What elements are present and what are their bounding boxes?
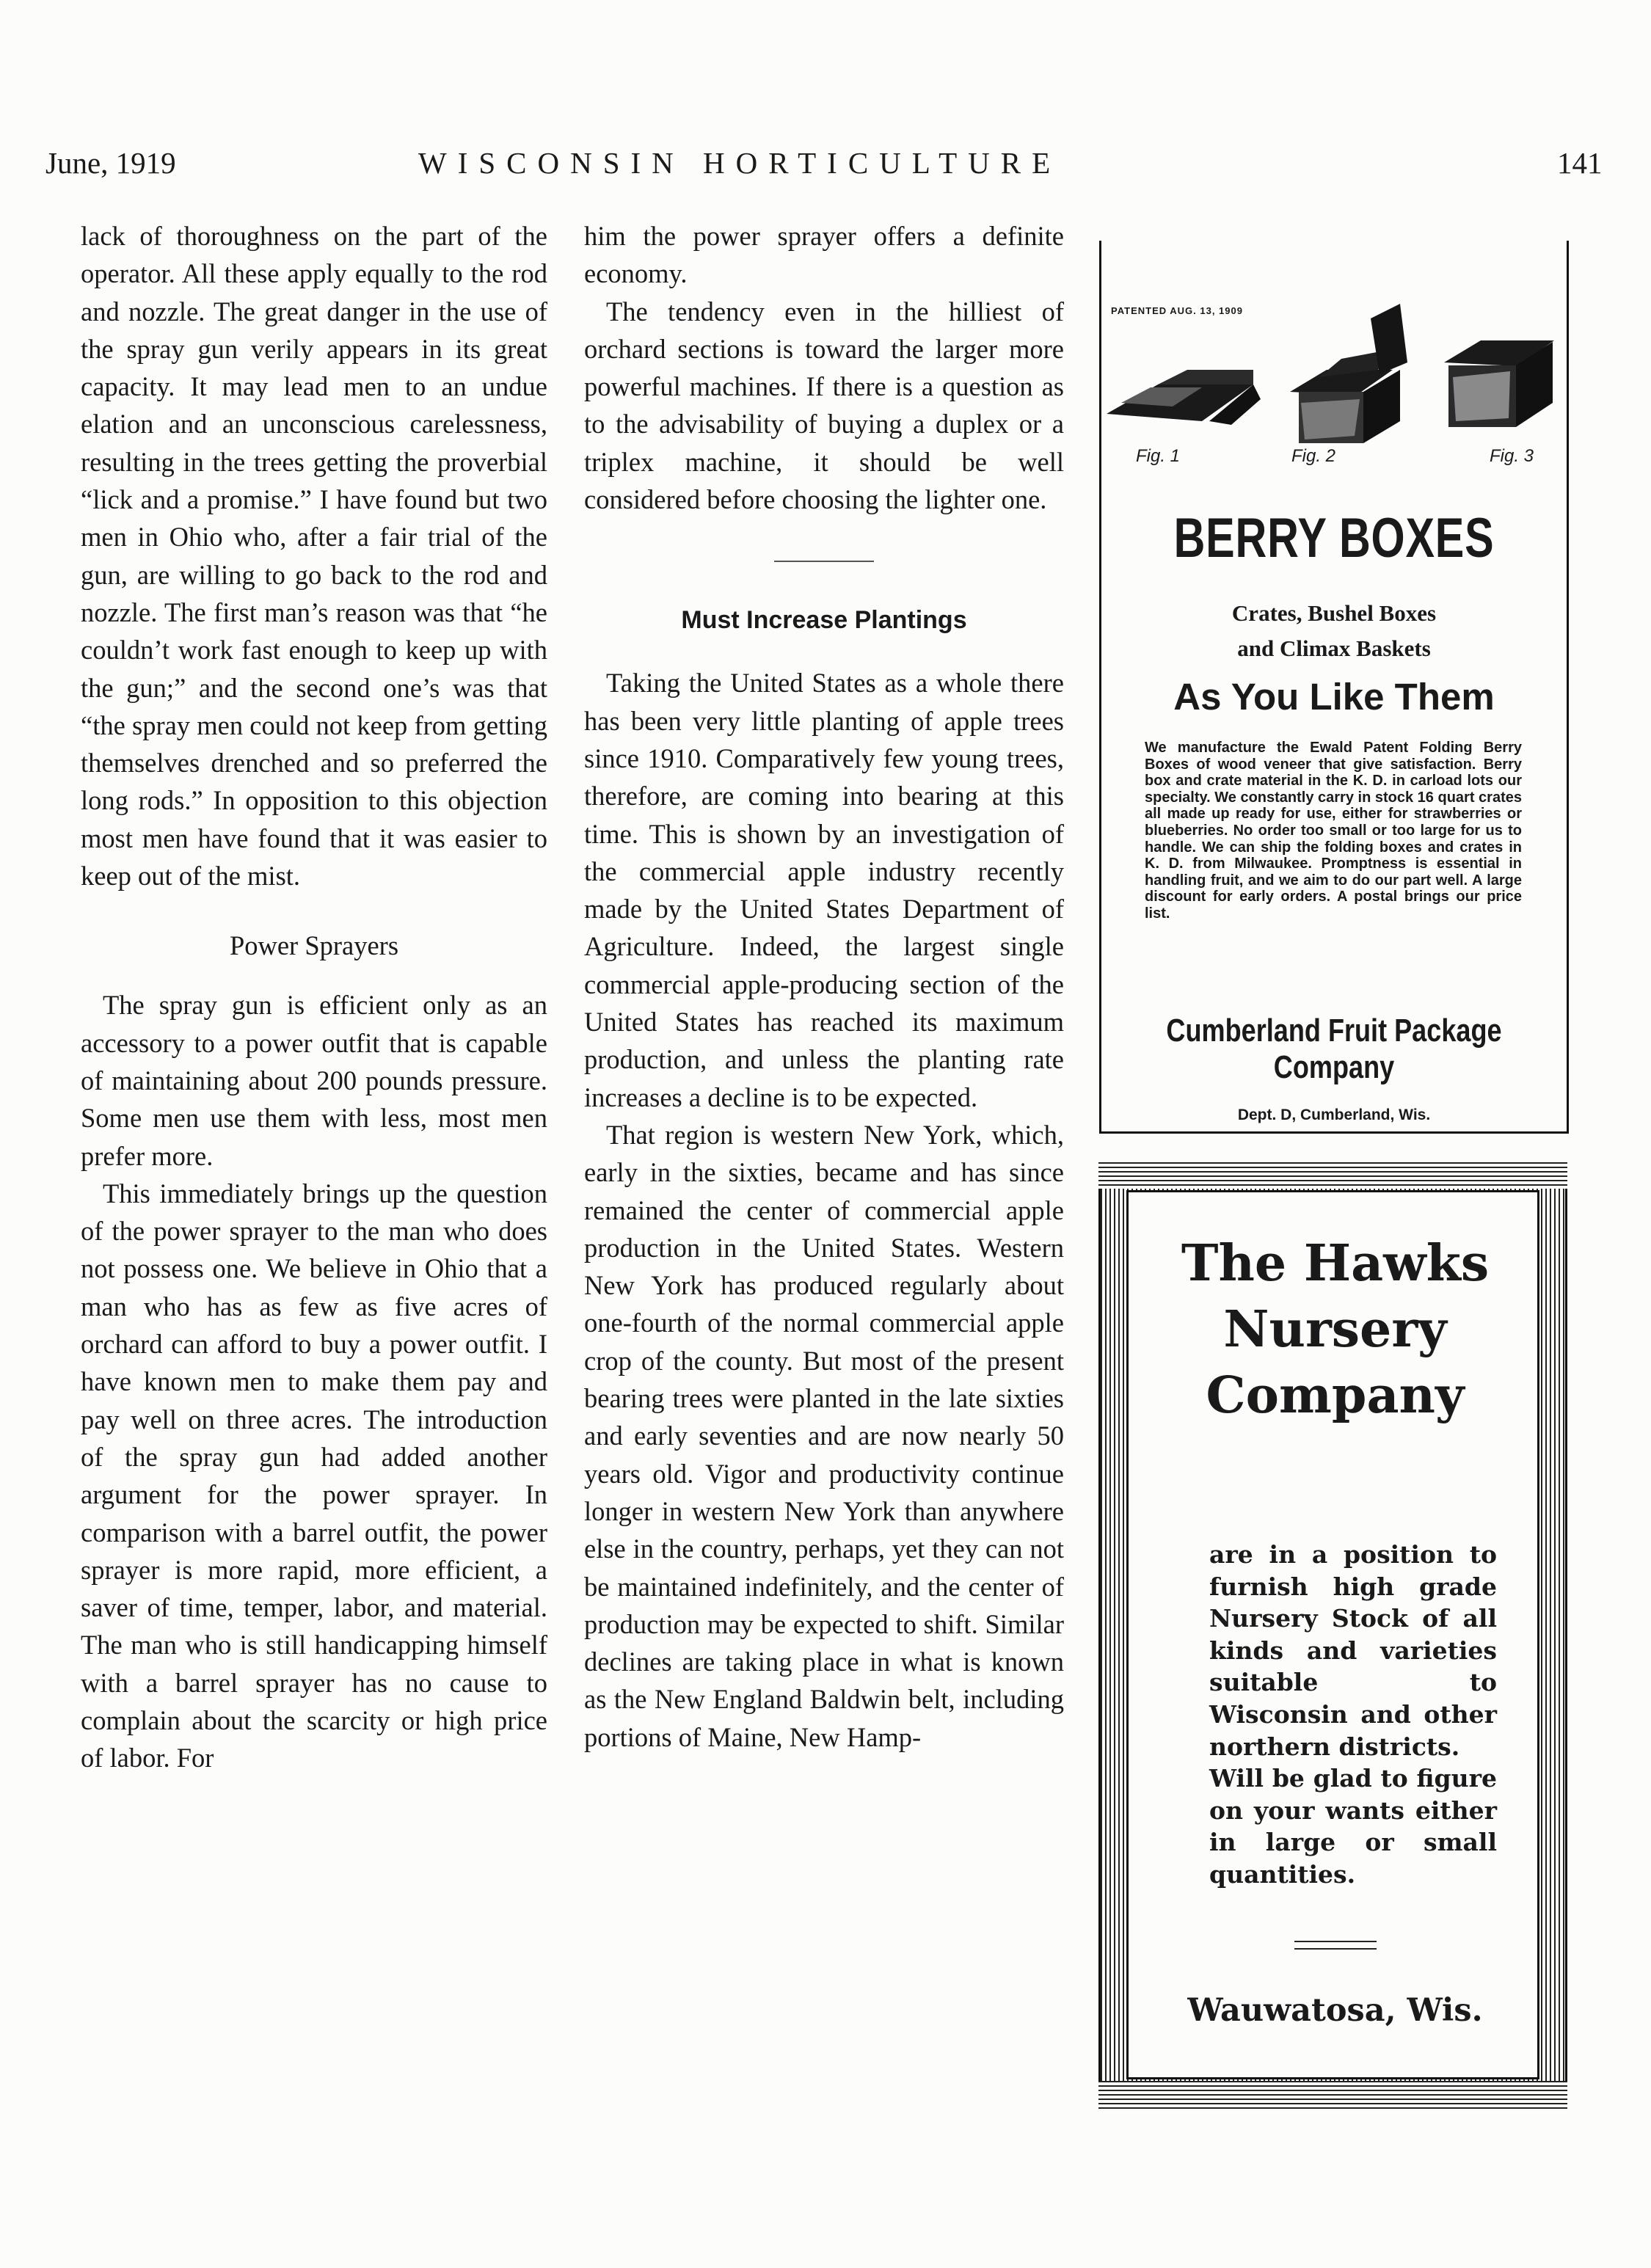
article-column-left <box>81 217 547 1777</box>
ad-location: Wauwatosa, Wis. <box>1187 1992 1483 2029</box>
paragraph: The tendency even in the hilliest of orchard sections is toward the larger more powerful machines. If there is a question as to the advisability of buying a duplex or a triplex machine, it should be well considered before choosing the lighter one. <box>584 296 1064 515</box>
ad-body-paragraph: Will be glad to figure on your wants either in large or small quantities. <box>1209 1764 1497 1889</box>
figure-label: Fig. 3 <box>1490 446 1534 466</box>
ad-body-text <box>1209 1539 1497 1891</box>
ad-headline <box>1129 1230 1542 1429</box>
section-divider <box>774 561 874 562</box>
page-header <box>0 145 1651 189</box>
paragraph: That region is western New York, which, early in the sixties, became and has since remained the center of commercial apple production in the United States. Western New York has produced regularly about one-fourth of the normal commercial apple crop of the county. But most of the present bearing trees were planted in the late sixties and early seventies and are now nearly 50 years old. Vigor and productivity continue longer in western New York than anywhere else in the country, perhaps, yet they can not be maintained indefinitely, and the center of production may be expected to shift. Similar declines are taking place in what is known as the New England Baldwin belt, including portions of Maine, New Hamp- <box>584 1119 1064 1752</box>
ad-headline-line: Nursery <box>1223 1300 1447 1359</box>
ad-body-paragraph: are in a position to furnish high grade Nursery Stock of all kinds and varieties suitable to Wisconsin and other northern districts. <box>1209 1540 1497 1761</box>
ad-slogan: As You Like Them <box>1173 676 1495 718</box>
ad-subheadline-line: Crates, Bushel Boxes <box>1231 600 1437 626</box>
ad-headline: BERRY BOXES <box>1173 507 1495 569</box>
ad-subheadline <box>1099 596 1569 666</box>
ad-frame <box>1098 1162 1567 1189</box>
ad-content-panel <box>1126 1190 1539 2079</box>
berry-boxes-advertisement <box>1099 241 1567 1133</box>
journal-title: WISCONSIN HORTICULTURE <box>418 146 1062 180</box>
issue-date: June, 1919 <box>45 146 176 180</box>
figure-label: Fig. 1 <box>1136 446 1181 466</box>
hawks-nursery-advertisement <box>1098 1162 1567 2109</box>
ad-subheadline-line: and Climax Baskets <box>1237 635 1431 661</box>
page-number: 141 <box>1557 146 1603 180</box>
ad-headline-line: The Hawks <box>1181 1234 1490 1293</box>
article-column-middle <box>584 217 1064 1756</box>
berry-box-illustration <box>1107 274 1561 443</box>
ad-body-text: We manufacture the Ewald Patent Folding Berry Boxes of wood veneer that give satisfaction. Berry box and crate material in the K. D. in carload lots our specialty. We constantly carry in stock 16 quart crates all made up ready for use, either for strawberries or blueberries. No order too small or too large for us to handle. We can ship the folding boxes and crates in K. D. from Milwaukee. Promptness is essential in handling fruit, and we aim to do our part well. A large discount for early orders. A postal brings our price list. <box>1145 740 1522 922</box>
ad-divider <box>1294 1948 1377 1950</box>
paragraph: The spray gun is efficient only as an accessory to a power outfit that is capable of maintaining about 200 pounds pressure. Some men use them with less, most men prefer more. <box>81 990 547 1171</box>
section-heading-must-increase-plantings: Must Increase Plantings <box>681 606 967 635</box>
paragraph: lack of thoroughness on the part of the operator. All these apply equally to the rod and nozzle. The great danger in the use of the spray gun verily appears in its great capacity. It may lead men to an undue elation and an unconscious carelessness, resulting in the trees getting the proverbial “lick and a promise.” I have found but two men in Ohio who, after a fair trial of the gun, are willing to go back to the rod and nozzle. The first man’s reason was that “he couldn’t work fast enough to keep up with the gun;” and the second one’s was that “the spray men could not keep from getting themselves drenched and so preferred the long rods.” In opposition to this objection most men have found that it was easier to keep out of the mist. <box>81 221 547 891</box>
paragraph: This immediately brings up the question of the power sprayer to the man who does not possess one. We believe in Ohio that a man who has as few as five acres of orchard can afford to buy a power outfit. I have known men to make them pay and pay well on three acres. The introduction of the spray gun had added another argument for the power sprayer. In comparison with a barrel outfit, the power sprayer is more rapid, more efficient, a saver of time, temper, labor, and material. The man who is still handicapping himself with a barrel sprayer has no cause to complain about the scarcity or high price of labor. For <box>81 1178 547 1773</box>
ad-divider <box>1294 1941 1377 1942</box>
paragraph: Taking the United States as a whole there has been very little planting of apple trees since 1910. Comparatively few young trees, therefore, are coming into bearing at this time. This is shown by an investigation of the commercial apple industry recently made by the United States Department of Agriculture. Indeed, the largest single commercial apple-producing section of the United States has reached its maximum production, and unless the planting rate increases a decline is to be expected. <box>584 668 1064 1112</box>
ad-company-line: Cumberland Fruit Package <box>1166 1013 1502 1049</box>
patent-note: PATENTED AUG. 13, 1909 <box>1111 305 1243 316</box>
ad-company-name <box>1142 1013 1527 1086</box>
section-heading-power-sprayers: Power Sprayers <box>229 930 399 961</box>
ad-company-line: Company <box>1273 1049 1395 1085</box>
figure-label: Fig. 2 <box>1291 446 1336 466</box>
ad-border <box>1099 1131 1569 1134</box>
paragraph: him the power sprayer offers a definite economy. <box>584 221 1064 289</box>
ad-address: Dept. D, Cumberland, Wis. <box>1237 1106 1431 1123</box>
ad-frame <box>1098 2081 1567 2109</box>
ad-headline-line: Company <box>1206 1366 1465 1425</box>
